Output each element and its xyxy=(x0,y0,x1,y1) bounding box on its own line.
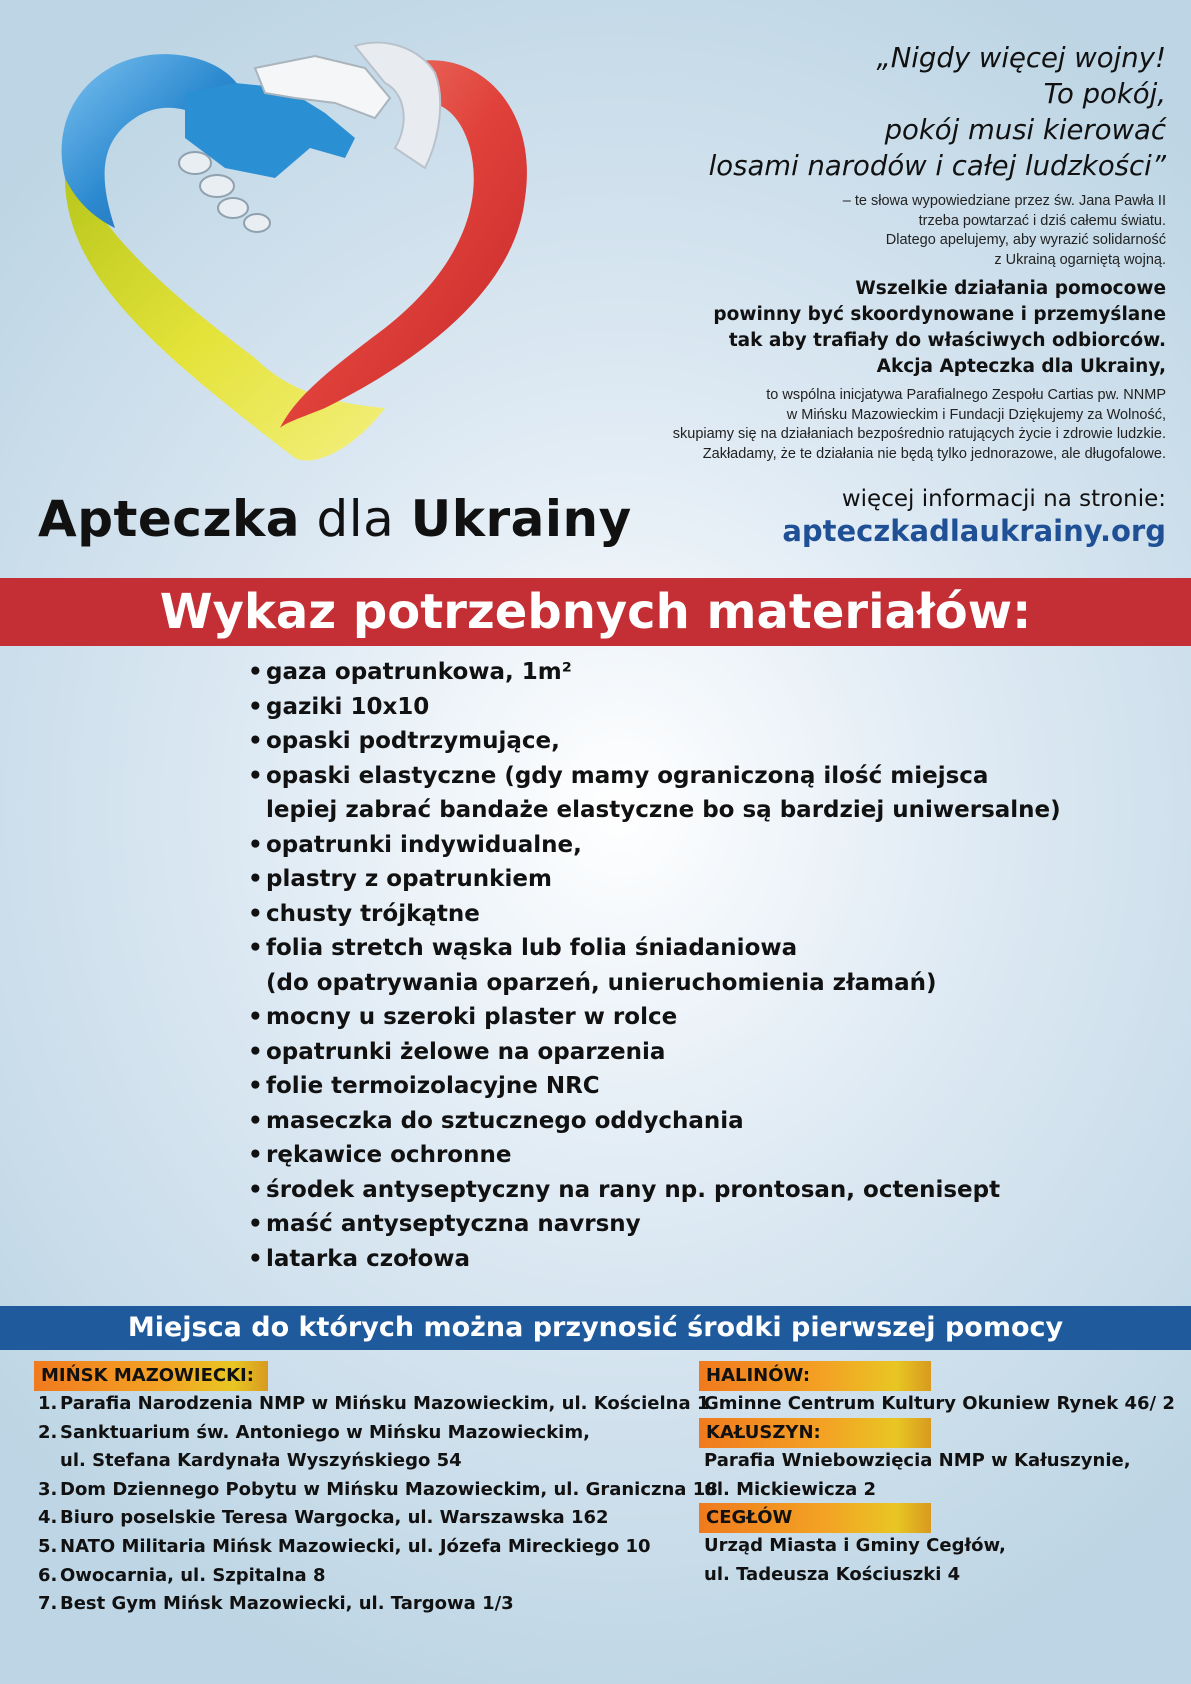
place-text: NATO Militaria Mińsk Mazowiecki, ul. Józefa Mireckiego 10 xyxy=(60,1535,651,1557)
place-number: 2. xyxy=(38,1421,58,1443)
list-item-text: maść antyseptyczna navrsny xyxy=(266,1211,641,1237)
bullet: • xyxy=(248,693,263,720)
list-item xyxy=(248,1173,1148,1208)
list-item-text: gaza opatrunkowa, 1m² xyxy=(266,659,572,685)
places-title: Miejsca do których można przynosić środki pierwszej pomocy xyxy=(0,1306,1191,1350)
list-item-text: plastry z opatrunkiem xyxy=(266,866,552,892)
quote-line: pokój musi kierować xyxy=(884,114,1166,146)
ceglow-place xyxy=(704,1532,1184,1589)
bullet: • xyxy=(248,866,263,892)
location-tag-kaluszyn: KAŁUSZYN: xyxy=(699,1418,931,1448)
place-item xyxy=(38,1390,710,1419)
place-number: 7. xyxy=(38,1593,58,1615)
kaluszyn-place xyxy=(704,1447,1184,1504)
list-item xyxy=(248,690,1148,725)
place-line: Gminne Centrum Kultury Okuniew Rynek 46/ 2 xyxy=(704,1393,1175,1414)
place-item xyxy=(38,1476,718,1505)
list-item-text: opaski podtrzymujące, xyxy=(266,728,560,754)
place-text: Biuro poselskie Teresa Wargocka, ul. Warszawska 162 xyxy=(60,1507,609,1529)
initiative-line: to wspólna inicjatywa Parafialnego Zespołu Cartias pw. NNMP xyxy=(766,387,1166,403)
bullet: • xyxy=(248,1038,263,1065)
place-text: Owocarnia, ul. Szpitalna 8 xyxy=(60,1564,326,1586)
place-text: Dom Dziennego Pobytu w Mińsku Mazowieckim, ul. Graniczna 18 xyxy=(60,1478,718,1500)
bullet: • xyxy=(248,762,263,789)
bullet: • xyxy=(248,900,263,927)
initiative-text xyxy=(606,386,1166,464)
bullet: • xyxy=(248,1073,263,1099)
list-item xyxy=(248,724,1148,759)
logo-title xyxy=(38,490,632,548)
bullet: • xyxy=(248,935,263,961)
list-item-text: opatrunki indywidualne, xyxy=(266,831,582,858)
place-line: Urząd Miasta i Gminy Cegłów, xyxy=(704,1535,1006,1556)
list-item xyxy=(248,1207,1148,1242)
list-item-text: folia stretch wąska lub folia śniadaniowa xyxy=(266,935,798,961)
initiative-line: skupiamy się na działaniach bezpośrednio ratujących życie i zdrowie ludzkie. xyxy=(672,426,1166,442)
quote-line: To pokój, xyxy=(1043,78,1166,110)
place-number: 1. xyxy=(38,1393,58,1414)
list-item-text: rękawice ochronne xyxy=(266,1142,512,1168)
location-tag-minsk: MIŃSK MAZOWIECKI: xyxy=(34,1361,268,1391)
list-item xyxy=(248,655,1148,690)
place-item xyxy=(38,1419,698,1448)
list-item xyxy=(248,1069,1148,1104)
list-item-text: środek antyseptyczny na rany np. prontosan, octenisept xyxy=(266,1176,1001,1203)
place-number: 6. xyxy=(38,1564,58,1586)
place-line: Parafia Wniebowzięcia NMP w Kałuszynie, xyxy=(704,1450,1131,1471)
list-item-text: gaziki 10x10 xyxy=(266,693,430,720)
location-tag-ceglow: CEGŁÓW xyxy=(699,1503,931,1533)
heart-handshake-logo xyxy=(25,28,580,498)
bullet: • xyxy=(248,728,263,754)
place-item xyxy=(38,1447,698,1476)
quote-line: „Nigdy więcej wojny! xyxy=(876,42,1166,74)
place-line: ul. Mickiewicza 2 xyxy=(704,1478,877,1500)
place-number: 3. xyxy=(38,1478,58,1500)
bullet: • xyxy=(248,1107,263,1134)
coordination-line: tak aby trafiały do właściwych odbiorców. xyxy=(728,330,1166,351)
list-item-text: (do opatrywania oparzeń, unieruchomienia złamań) xyxy=(266,969,937,996)
logo-title-part3: Ukrainy xyxy=(410,490,632,548)
appeal-line: z Ukrainą ogarniętą wojną. xyxy=(994,251,1166,268)
appeal-text xyxy=(606,192,1166,270)
list-item xyxy=(248,931,1148,966)
quote-block xyxy=(606,40,1166,184)
list-item xyxy=(248,897,1148,932)
list-item xyxy=(248,759,1148,794)
list-item xyxy=(248,1242,1148,1277)
minsk-places-list xyxy=(38,1390,718,1619)
list-item xyxy=(248,828,1148,863)
list-item xyxy=(248,1035,1148,1070)
halinow-place xyxy=(704,1390,1184,1419)
place-item xyxy=(38,1590,698,1619)
more-info-label: więcej informacji na stronie: xyxy=(841,486,1166,512)
list-item xyxy=(248,1104,1148,1139)
list-item-text: maseczka do sztucznego oddychania xyxy=(266,1107,744,1134)
list-item-text: mocny u szeroki plaster w rolce xyxy=(266,1004,678,1030)
logo-title-part2: dla xyxy=(316,490,395,548)
place-text: ul. Stefana Kardynała Wyszyńskiego 54 xyxy=(60,1450,462,1472)
appeal-line: – te słowa wypowiedziane przez św. Jana Pawła II xyxy=(842,193,1166,209)
list-item-text: latarka czołowa xyxy=(266,1245,471,1272)
bullet: • xyxy=(248,659,263,685)
quote-line: losami narodów i całej ludzkości” xyxy=(708,150,1166,182)
list-item-text: opatrunki żelowe na oparzenia xyxy=(266,1038,666,1065)
place-number: 5. xyxy=(38,1535,58,1557)
logo-title-part1: Apteczka xyxy=(38,490,301,548)
place-number: 4. xyxy=(38,1507,58,1529)
list-item xyxy=(248,1000,1148,1035)
list-item xyxy=(248,862,1148,897)
list-item xyxy=(248,966,1148,1001)
place-item xyxy=(38,1562,698,1591)
list-item xyxy=(248,1138,1148,1173)
place-text: Best Gym Mińsk Mazowiecki, ul. Targowa 1/3 xyxy=(60,1593,514,1615)
bullet: • xyxy=(248,1142,263,1168)
list-item-text: chusty trójkątne xyxy=(266,900,480,927)
place-text: Sanktuarium św. Antoniego w Mińsku Mazowieckim, xyxy=(60,1421,590,1443)
bullet: • xyxy=(248,1004,263,1030)
bullet: • xyxy=(248,1211,263,1237)
bullet: • xyxy=(248,1176,263,1203)
appeal-line: trzeba powtarzać i dziś całemu światu. xyxy=(918,212,1166,229)
list-item-text: lepiej zabrać bandaże elastyczne bo są bardziej uniwersalne) xyxy=(266,797,1061,823)
coordination-line: Wszelkie działania pomocowe xyxy=(855,278,1166,299)
place-line: ul. Tadeusza Kościuszki 4 xyxy=(704,1563,961,1585)
bullet: • xyxy=(248,831,263,858)
list-item xyxy=(248,793,1148,828)
materials-title: Wykaz potrzebnych materiałów: xyxy=(0,578,1191,646)
appeal-line: Dlatego apelujemy, aby wyrazić solidarność xyxy=(885,232,1166,248)
coordination-text xyxy=(606,276,1166,380)
place-item xyxy=(38,1504,698,1533)
materials-list xyxy=(248,655,1148,1276)
initiative-line: w Mińsku Mazowieckim i Fundacji Dziękujemy za Wolność, xyxy=(786,406,1166,423)
list-item-text: opaski elastyczne (gdy mamy ograniczoną ilość miejsca xyxy=(266,762,989,789)
list-item-text: folie termoizolacyjne NRC xyxy=(266,1073,600,1099)
location-tag-halinow: HALINÓW: xyxy=(699,1361,931,1391)
place-item xyxy=(38,1533,698,1562)
coordination-line: powinny być skoordynowane i przemyślane xyxy=(713,304,1166,325)
bullet: • xyxy=(248,1245,263,1272)
place-text: Parafia Narodzenia NMP w Mińsku Mazowieckim, ul. Kościelna 1 xyxy=(60,1393,710,1414)
initiative-line: Zakładamy, że te działania nie będą tylko jednorazowe, ale długofalowe. xyxy=(702,445,1166,462)
coordination-line: Akcja Apteczka dla Ukrainy, xyxy=(876,356,1166,377)
heart-yellow-ribbon xyxy=(65,178,385,461)
website-link[interactable]: apteczkadlaukrainy.org xyxy=(782,514,1166,548)
